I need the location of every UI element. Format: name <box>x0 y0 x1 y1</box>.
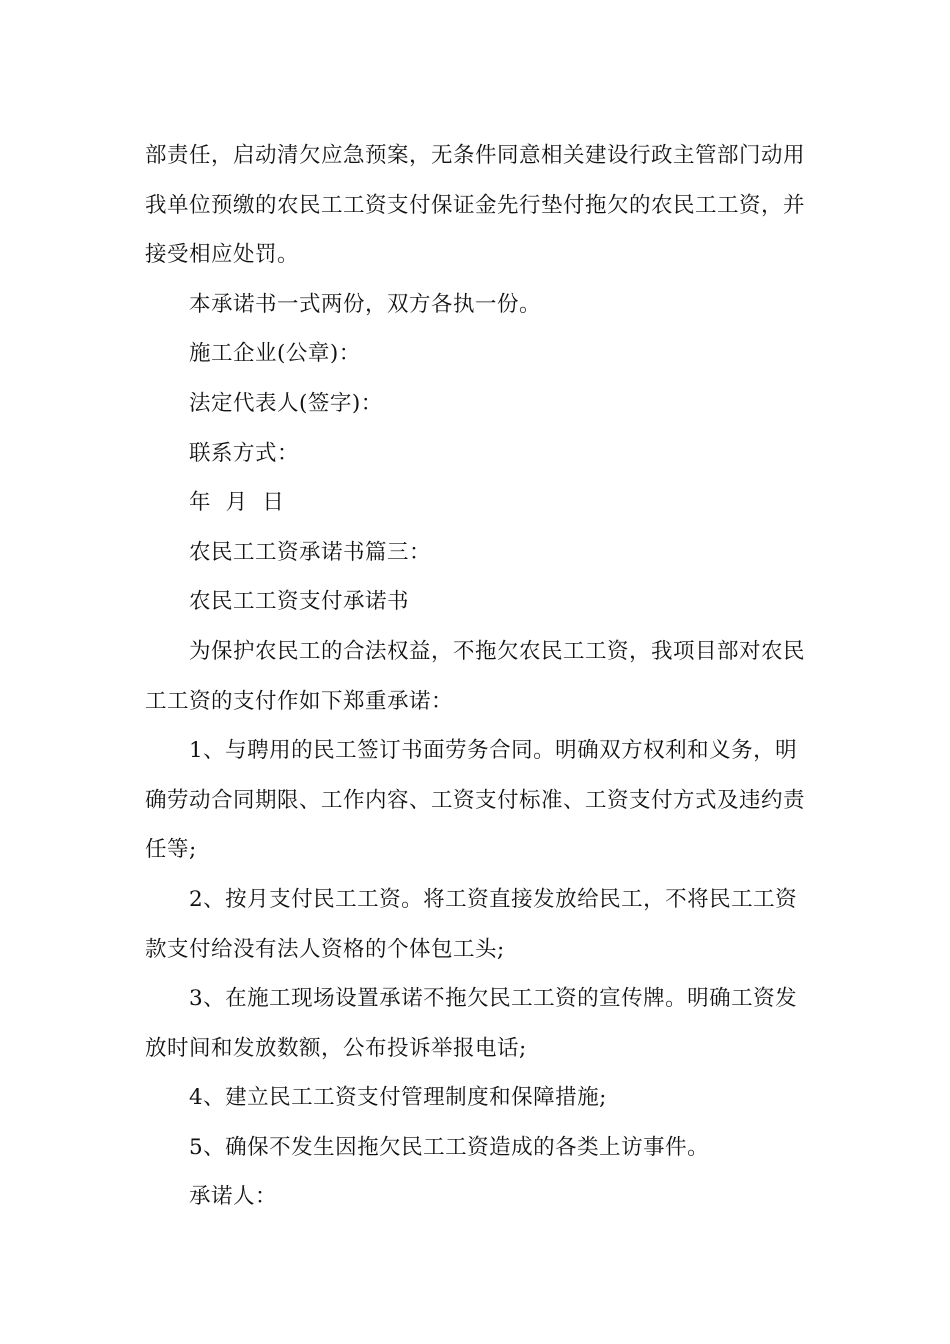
paragraph-item-5: 5、确保不发生因拖欠民工工资造成的各类上访事件。 <box>189 1134 710 1160</box>
paragraph-item-3: 3、在施工现场设置承诺不拖欠民工工资的宣传牌。明确工资发放时间和发放数额，公布投诉举报电话; <box>145 986 798 1061</box>
paragraph-signatory: 承诺人： <box>189 1184 278 1210</box>
paragraph-section-heading: 农民工工资承诺书篇三： <box>189 539 432 565</box>
paragraph-contact: 联系方式： <box>189 440 300 466</box>
paragraph-legal-rep: 法定代表人(签字)： <box>189 390 383 416</box>
paragraph-date: 年 月 日 <box>189 490 285 516</box>
paragraph-item-1: 1、与聘用的民工签订书面劳务合同。明确双方权利和义务，明确劳动合同期限、工作内容、工资支付标准、工资支付方式及违约责任等; <box>145 738 806 863</box>
paragraph-intro: 为保护农民工的合法权益，不拖欠农民工工资，我项目部对农民工工资的支付作如下郑重承诺： <box>145 638 806 714</box>
paragraph-copies: 本承诺书一式两份，双方各执一份。 <box>189 291 542 317</box>
paragraph-continuation: 部责任，启动清欠应急预案，无条件同意相关建设行政主管部门动用我单位预缴的农民工工资支付保证金先行垫付拖欠的农民工工资，并接受相应处罚。 <box>145 143 806 268</box>
paragraph-item-2: 2、按月支付民工工资。将工资直接发放给民工，不将民工工资款支付给没有法人资格的个体包工头; <box>145 886 798 962</box>
paragraph-company-seal: 施工企业(公章)： <box>189 341 361 367</box>
paragraph-document-title: 农民工工资支付承诺书 <box>189 589 410 615</box>
document-body <box>145 131 815 1222</box>
paragraph-item-4: 4、建立民工工资支付管理制度和保障措施; <box>189 1085 607 1111</box>
